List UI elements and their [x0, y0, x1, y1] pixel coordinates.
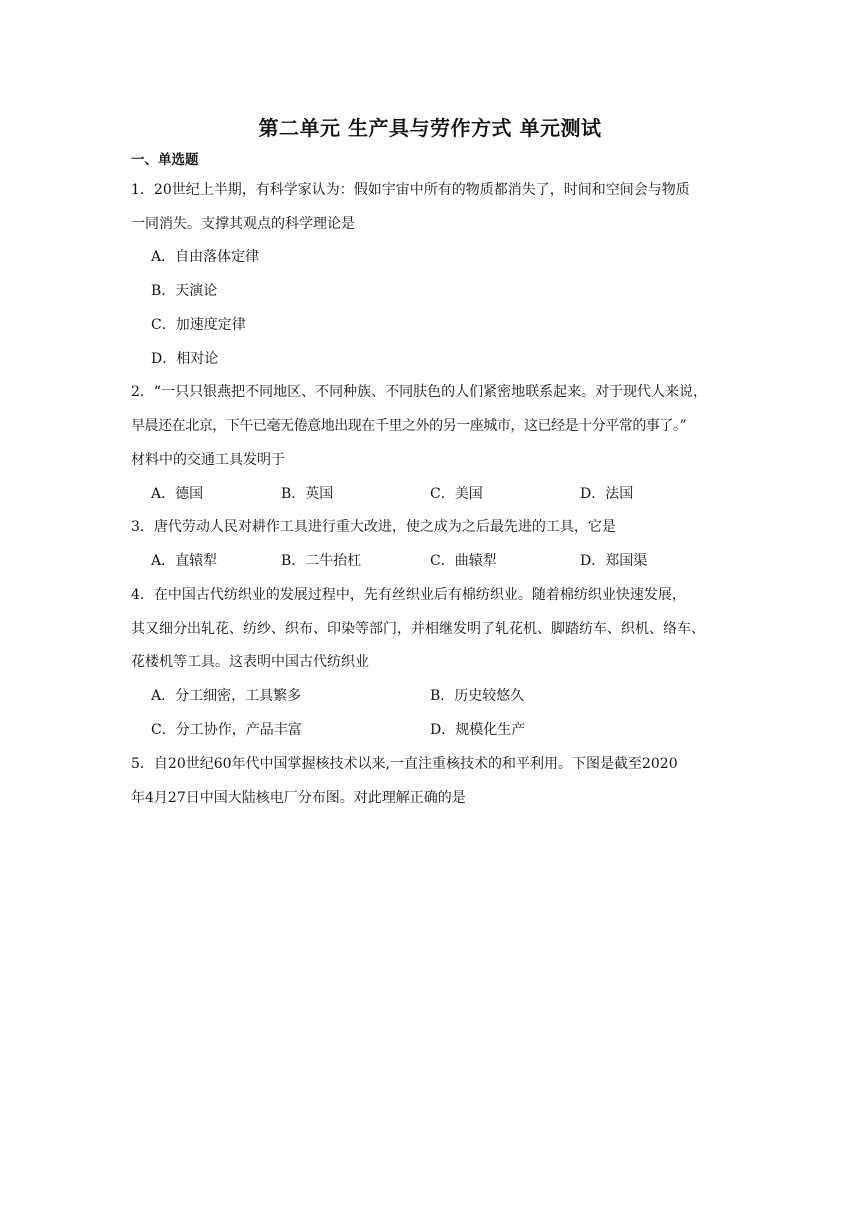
question-2-line-3: 材料中的交通工具发明于: [131, 452, 285, 468]
question-2-line-2: 早晨还在北京，下午已毫无倦意地出现在千里之外的另一座城市，这已经是十分平常的事了。”: [131, 418, 687, 434]
section-heading: 一、单选题: [131, 152, 199, 168]
question-4-line-1: 4．在中国古代纺织业的发展过程中，先有丝织业后有棉纺织业。随着棉纺织业快速发展，: [131, 587, 686, 603]
question-3-option-d: D．郑国渠: [580, 553, 648, 569]
question-4-option-a: A．分工细密，工具繁多: [151, 688, 302, 704]
question-1-line-2: 一同消失。支撑其观点的科学理论是: [131, 216, 355, 232]
question-5-line-2: 年4月27日中国大陆核电厂分布图。对此理解正确的是: [131, 790, 466, 806]
question-2-option-b: B．英国: [281, 486, 334, 502]
question-3-option-b: B．二牛抬杠: [281, 553, 362, 569]
question-1-line-1: 1．20世纪上半期，有科学家认为：假如宇宙中所有的物质都消失了，时间和空间会与物质: [131, 182, 690, 198]
question-4-line-3: 花楼机等工具。这表明中国古代纺织业: [131, 654, 369, 670]
question-5-line-1: 5．自20世纪60年代中国掌握核技术以来,一直注重核技术的和平利用。下图是截至2020: [131, 756, 678, 772]
question-2-option-c: C．美国: [430, 486, 483, 502]
question-2-option-a: A．德国: [151, 486, 204, 502]
question-3-line-1: 3．唐代劳动人民对耕作工具进行重大改进，使之成为之后最先进的工具，它是: [131, 519, 616, 535]
question-3-option-c: C．曲辕犁: [430, 553, 497, 569]
page-title: 第二单元 生产具与劳作方式 单元测试: [258, 116, 602, 140]
question-4-option-b: B．历史较悠久: [430, 688, 525, 704]
question-4-option-c: C．分工协作，产品丰富: [151, 722, 302, 738]
question-1-option-d: D．相对论: [151, 351, 219, 367]
question-3-option-a: A．直辕犁: [151, 553, 218, 569]
question-1-option-b: B．天演论: [151, 283, 218, 299]
question-2-line-1: 2．“一只只银燕把不同地区、不同种族、不同肤色的人们紧密地联系起来。对于现代人来说，: [131, 384, 708, 400]
question-4-line-2: 其又细分出轧花、纺纱、织布、印染等部门，并相继发明了轧花机、脚踏纺车、织机、络车、: [131, 621, 705, 637]
question-1-option-c: C．加速度定律: [151, 317, 246, 333]
question-1-option-a: A．自由落体定律: [151, 249, 260, 265]
question-4-option-d: D．规模化生产: [430, 722, 526, 738]
question-2-option-d: D．法国: [580, 486, 634, 502]
